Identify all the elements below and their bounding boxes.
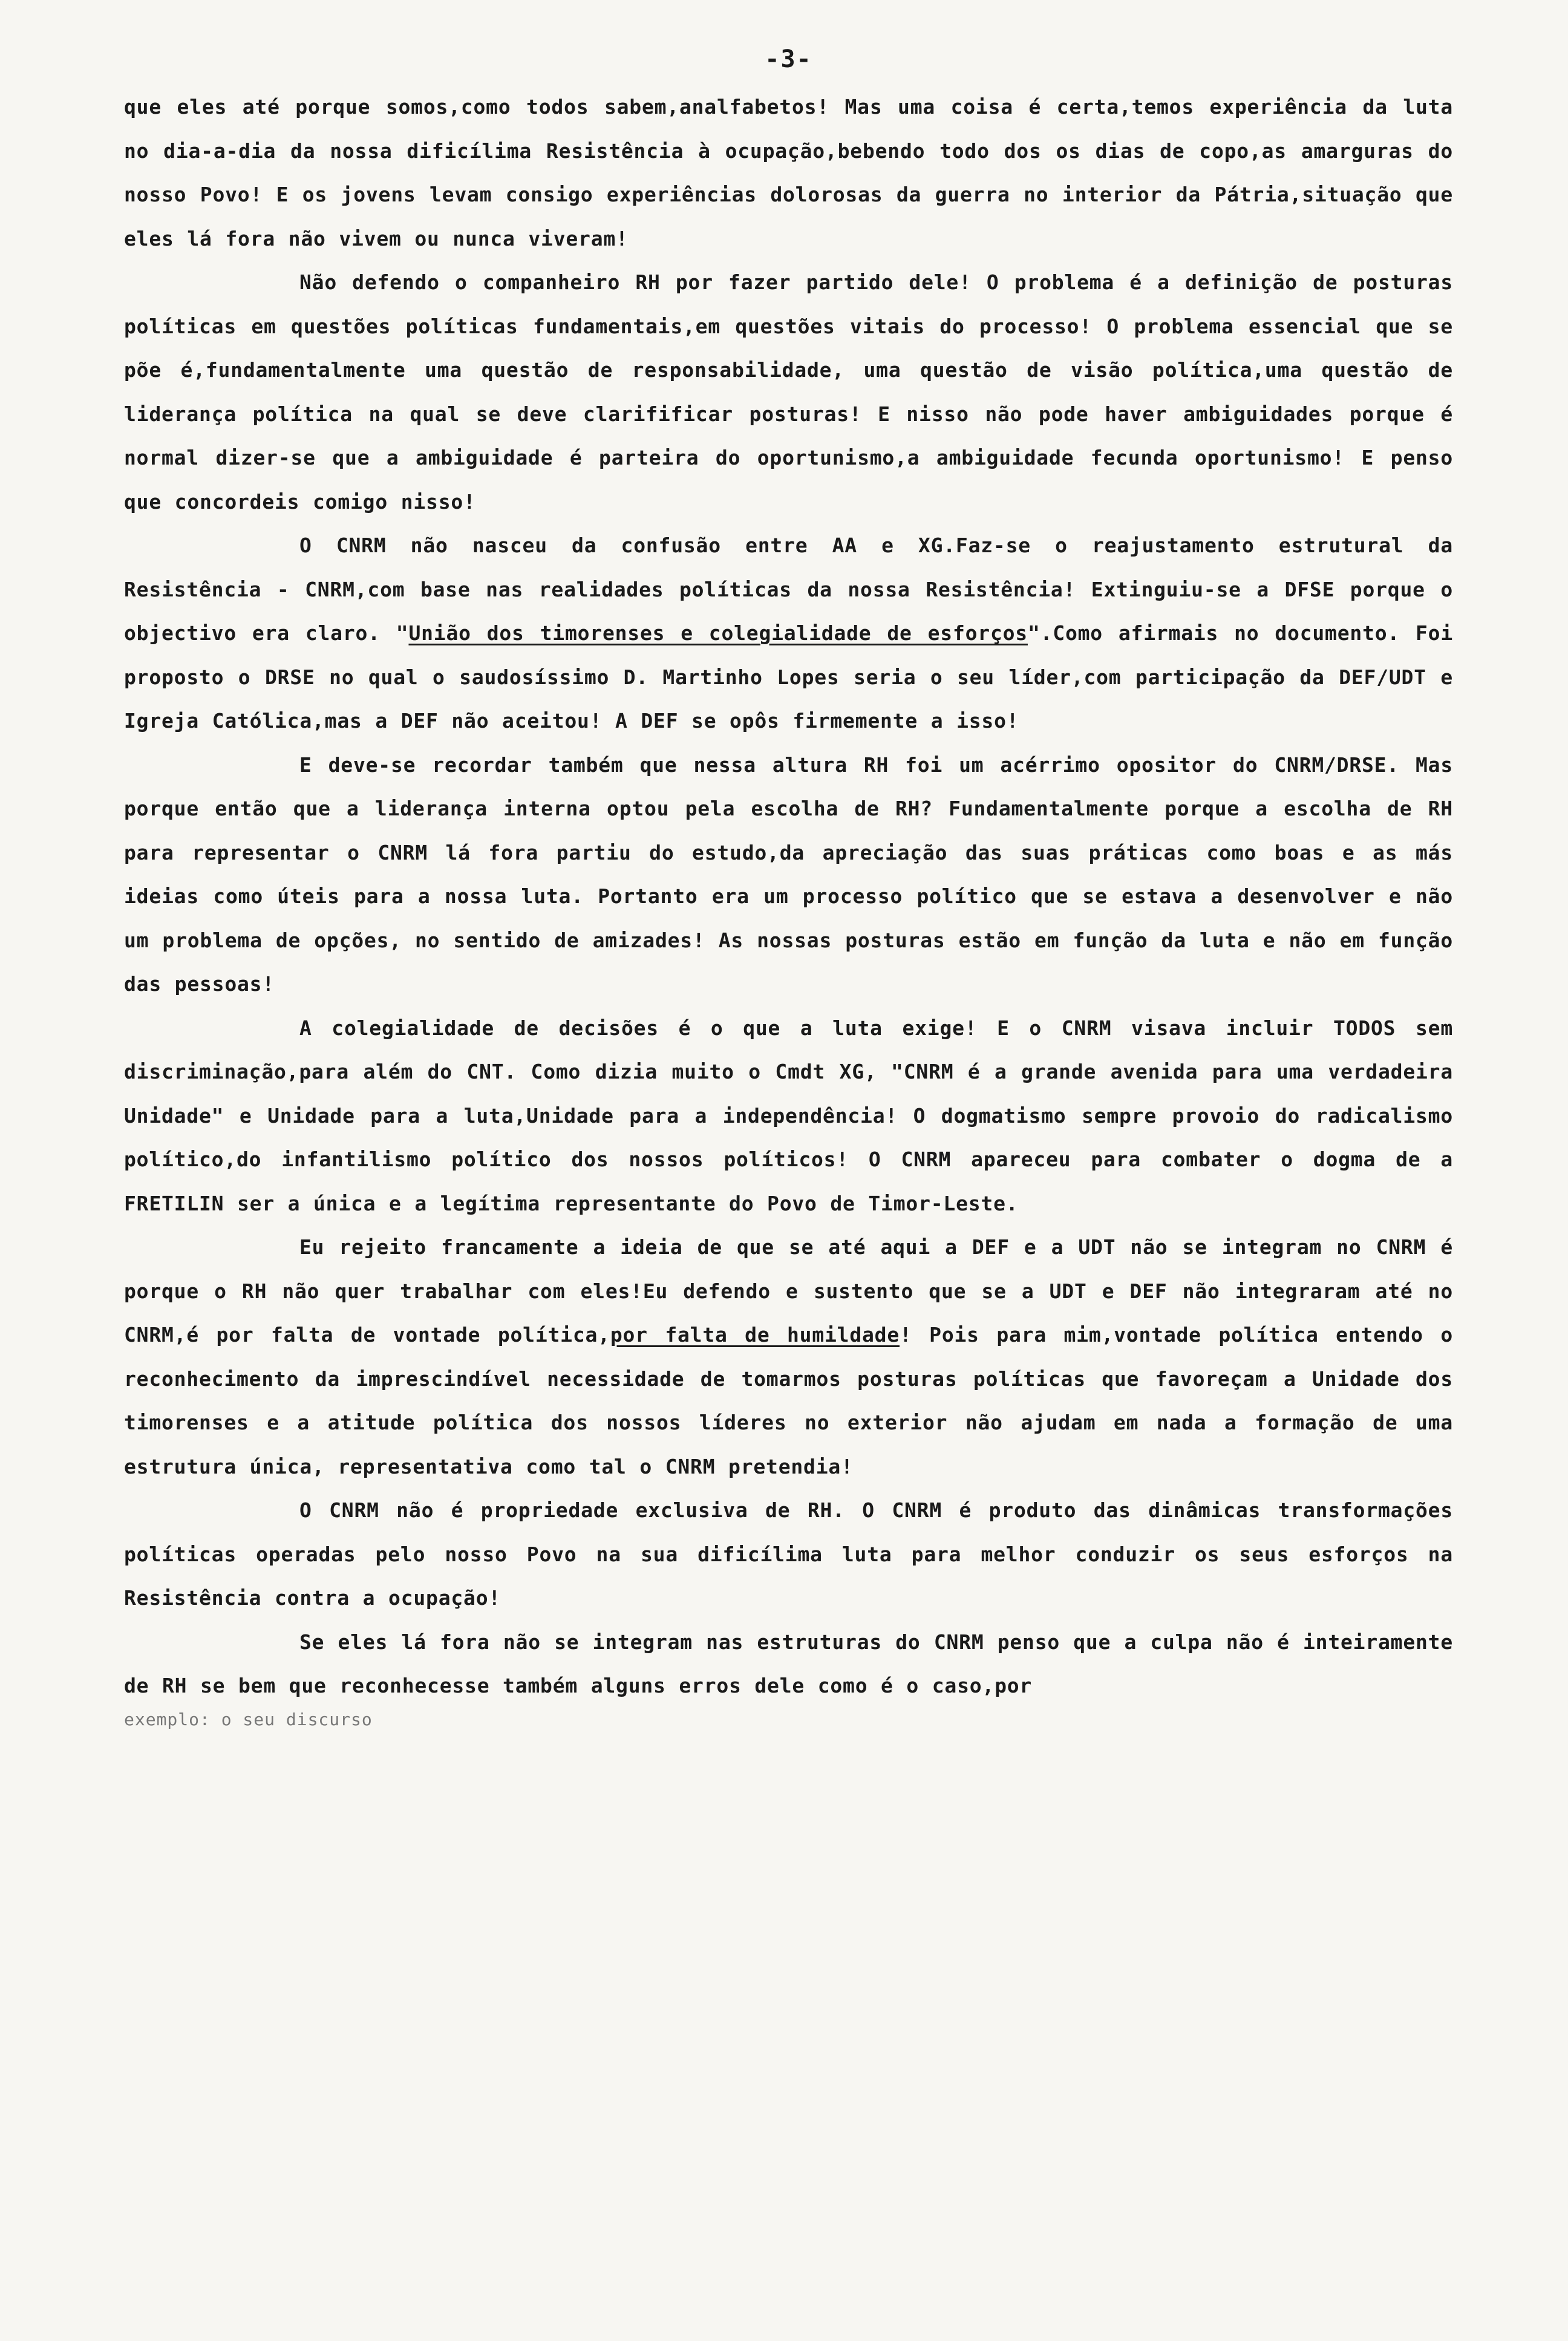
paragraph-6-text-before: Eu rejeito francamente a ideia de que se até aqui a DEF e a UDT não se integram no CNRM é porque o RH não quer trabalhar com eles!Eu defendo e sustento que se a UDT e DEF não integraram até no CNRM,é por falta de vontade política,: [124, 1235, 1453, 1347]
paragraph-5: A colegialidade de decisões é o que a luta exige! E o CNRM visava incluir TODOS sem discriminação,para além do CNT. Como dizia muito o Cmdt XG, "CNRM é a grande avenida para uma verdadeira Unidade" e Unidade para a luta,Unidade para a independência! O dogmatismo sempre provoio do radicalismo político,do infantilismo político dos nossos políticos! O CNRM apareceu para combater o dogma de a FRETILIN ser a única e a legítima representante do Povo de Timor-Leste.: [124, 1016, 1453, 1215]
paragraph-3-text-after: ".Como afirmais no documento. Foi proposto o DRSE no qual o saudosíssimo D. Martinho Lopes seria o seu líder,com participação da DEF/UDT e Igreja Católica,mas a DEF não aceitou! A DEF se opôs firmemente a isso!: [124, 621, 1453, 733]
paragraph-7: O CNRM não é propriedade exclusiva de RH. O CNRM é produto das dinâmicas transformações políticas operadas pelo nosso Povo na sua dificílima luta para melhor conduzir os seus esforços na Resistência contra a ocupação!: [124, 1498, 1453, 1610]
paragraph-1: que eles até porque somos,como todos sabem,analfabetos! Mas uma coisa é certa,temos experiência da luta no dia-a-dia da nossa dificílima Resistência à ocupação,bebendo todo dos os dias de copo,as amarguras do nosso Povo! E os jovens levam consigo experiências dolorosas da guerra no interior da Pátria,situação que eles lá fora não vivem ou nunca viveram!: [124, 95, 1453, 250]
paragraph-3: [124, 524, 1453, 743]
paragraph-2: Não defendo o companheiro RH por fazer partido dele! O problema é a definição de posturas políticas em questões políticas fundamentais,em questões vitais do processo! O problema essencial que se põe é,fundamentalmente uma questão de responsabilidade, uma questão de visão política,uma questão de liderança política na qual se deve clarifificar posturas! E nisso não pode haver ambiguidades porque é normal dizer-se que a ambiguidade é parteira do oportunismo,a ambiguidade fecunda oportunismo! E penso que concordeis comigo nisso!: [124, 270, 1453, 514]
page-number: -3-: [765, 45, 812, 73]
paragraph-6-underlined-phrase: por falta de humildade: [610, 1323, 900, 1347]
faded-footer-fragment: exemplo: o seu discurso: [124, 1709, 373, 1729]
paragraph-3-text-before: O CNRM não nasceu da confusão entre AA e XG.Faz-se o reajustamento estrutural da Resistência - CNRM,com base nas realidades políticas da nossa Resistência! Extinguiu-se a DFSE porque o objectivo era claro. ": [124, 534, 1453, 645]
paragraph-8: Se eles lá fora não se integram nas estruturas do CNRM penso que a culpa não é inteiramente de RH se bem que reconhecesse também alguns erros dele como é o caso,por: [124, 1630, 1453, 1697]
paragraph-3-underlined-quote: União dos timorenses e colegialidade de esforços: [408, 621, 1028, 645]
paragraph-6-text-after: ! Pois para mim,vontade política entendo o reconhecimento da imprescindível necessidade de tomarmos posturas políticas que favoreçam a Unidade dos timorenses e a atitude política dos nossos líderes no exterior não ajudam em nada a formação de uma estrutura única, representativa como tal o CNRM pretendia!: [124, 1323, 1453, 1478]
paragraph-4: E deve-se recordar também que nessa altura RH foi um acérrimo opositor do CNRM/DRSE. Mas porque então que a liderança interna optou pela escolha de RH? Fundamentalmente porque a escolha de RH para representar o CNRM lá fora partiu do estudo,da apreciação das suas práticas como boas e as más ideias como úteis para a nossa luta. Portanto era um processo político que se estava a desenvolver e não um problema de opções, no sentido de amizades! As nossas posturas estão em função da luta e não em função das pessoas!: [124, 753, 1453, 996]
paragraph-6: [124, 1226, 1453, 1489]
